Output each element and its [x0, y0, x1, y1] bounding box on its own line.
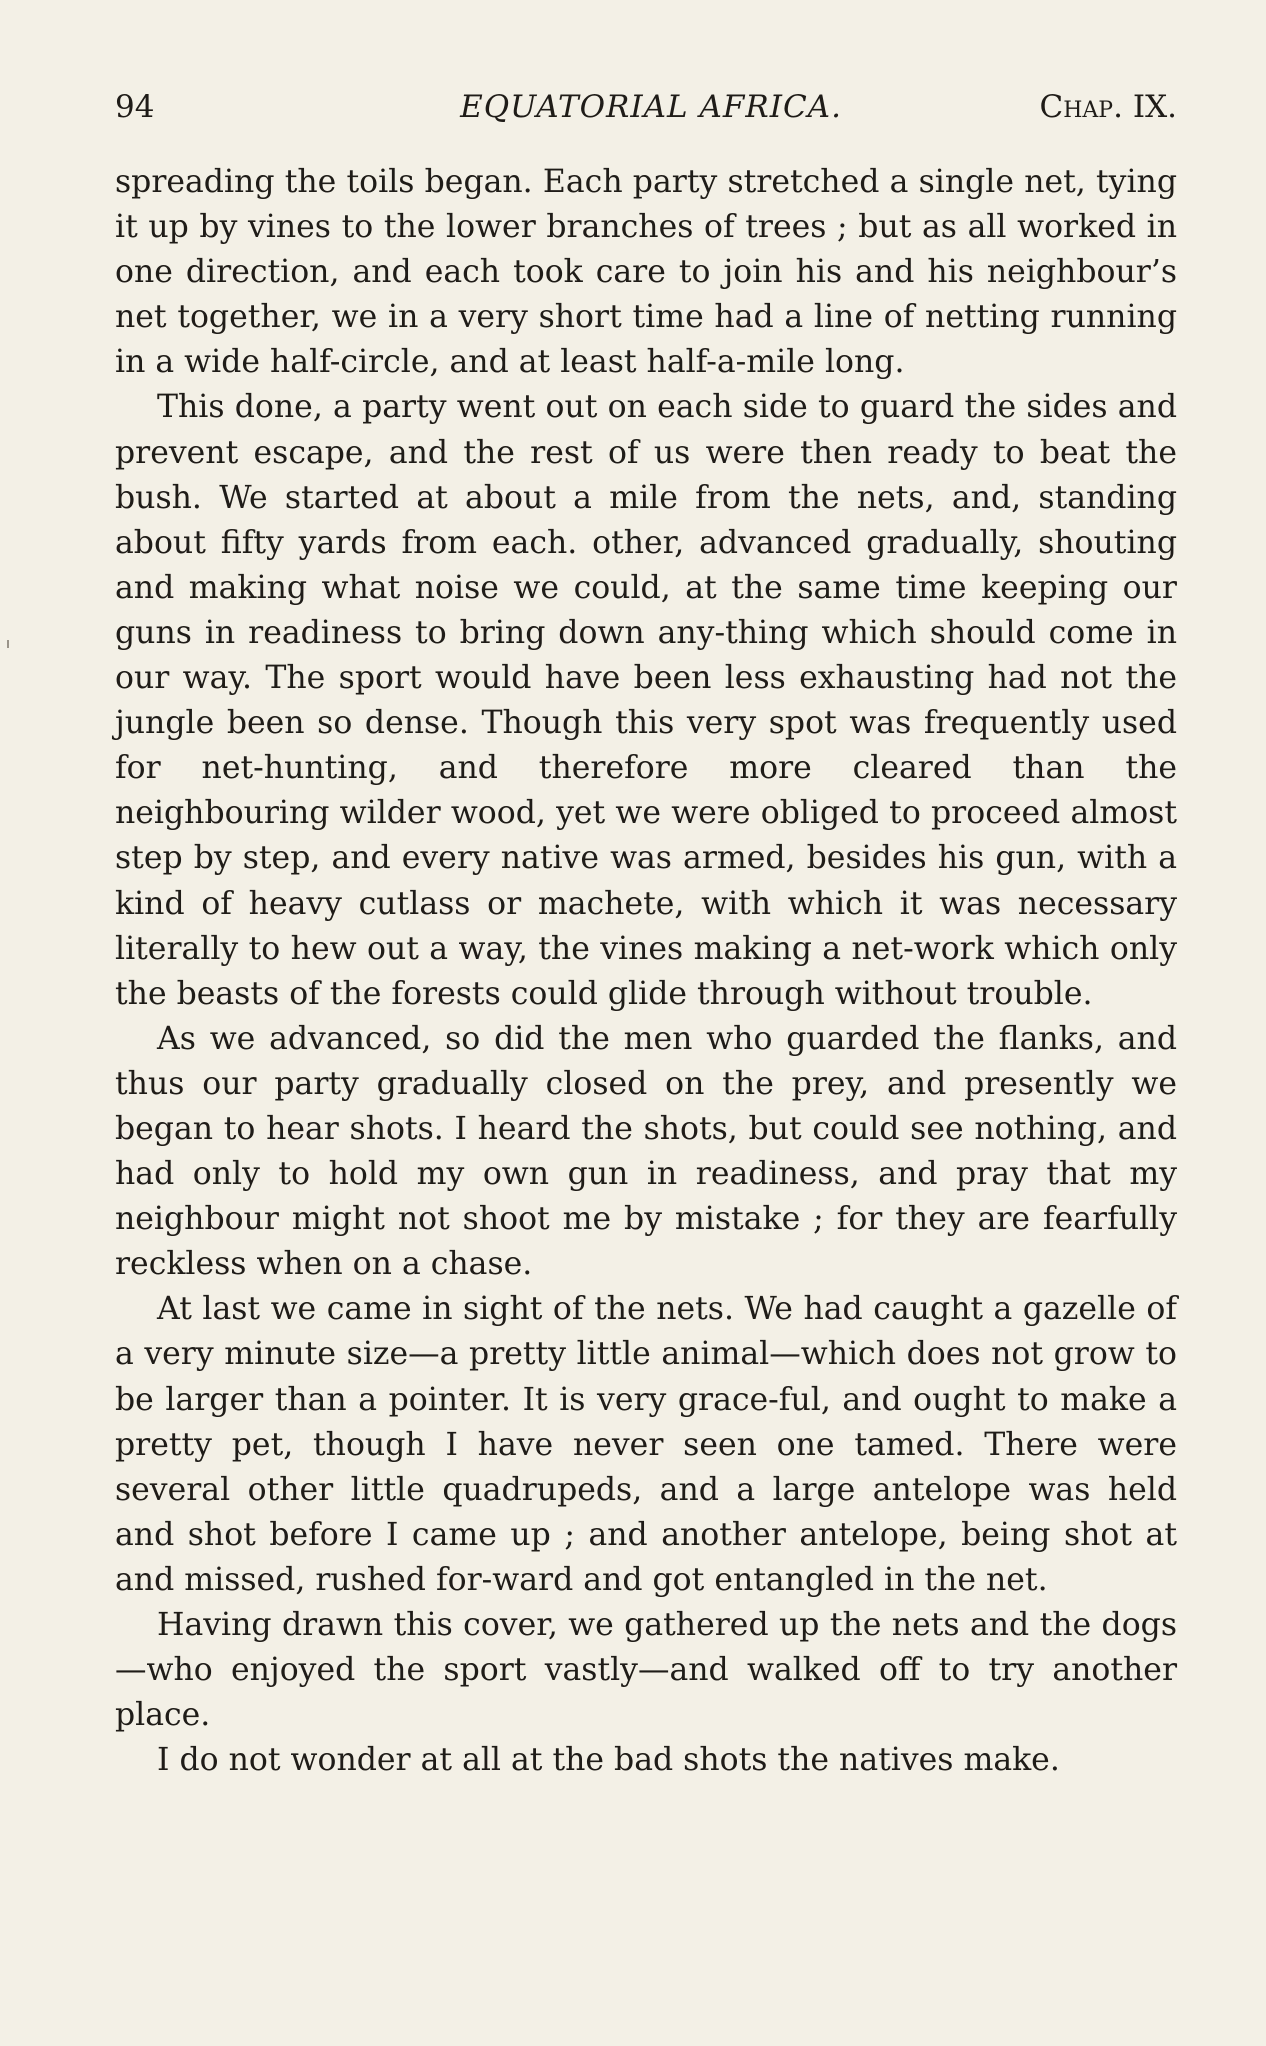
paragraph-2: This done, a party went out on each side to guard the sides and prevent escape, and the rest of us were then ready to beat the bush. We started at about a mile from the nets, and, standing about fifty yards from each. other, advanced gradually, shouting and making what noise we could, at the same time keeping our guns in readiness to bring down any-thing which should come in our way. The sport would have been less exhausting had not the jungle been so dense. Though this very spot was frequently used for net-hunting, and therefore more cleared than the neighbouring wilder wood, yet we were obliged to proceed almost step by step, and every native was armed, besides his gun, with a kind of heavy cutlass or machete, with which it was necessary literally to hew out a way, the vines making a net-work which only the beasts of the forests could glide through without trouble.: [115, 389, 1177, 1012]
paragraph-6: I do not wonder at all at the bad shots the natives make.: [157, 1742, 1060, 1779]
running-head: [115, 82, 1177, 132]
margin-speck: [7, 640, 9, 648]
paragraph-3: As we advanced, so did the men who guarded the flanks, and thus our party gradually closed on the prey, and presently we began to hear shots. I heard the shots, but could see nothing, and had only to hold my own gun in readiness, and pray that my neighbour might not shoot me by mistake ; for they are fearfully reckless when on a chase.: [115, 1020, 1177, 1283]
chapter-label: Chap. IX.: [1039, 89, 1177, 125]
body-text: [115, 160, 1177, 1783]
paragraph-5: Having drawn this cover, we gathered up the nets and the dogs—who enjoyed the sport vastly—and walked off to try another place.: [115, 1607, 1177, 1734]
paragraph-4: At last we came in sight of the nets. We had caught a gazelle of a very minute size—a pretty little animal—which does not grow to be larger than a pointer. It is very grace-ful, and ought to make a pretty pet, though I have never seen one tamed. There were several other little quadrupeds, and a large antelope was held and shot before I came up ; and another antelope, being shot at and missed, rushed for-ward and got entangled in the net.: [115, 1291, 1177, 1598]
running-title: EQUATORIAL AFRICA.: [460, 89, 842, 125]
paragraph-1: spreading the toils began. Each party stretched a single net, tying it up by vines to the lower branches of trees ; but as all worked in one direction, and each took care to join his and his neighbour’s net together, we in a very short time had a line of netting running in a wide half-circle, and at least half-a-mile long.: [115, 164, 1177, 381]
page-number: 94: [115, 89, 155, 125]
book-page: [115, 82, 1177, 1783]
